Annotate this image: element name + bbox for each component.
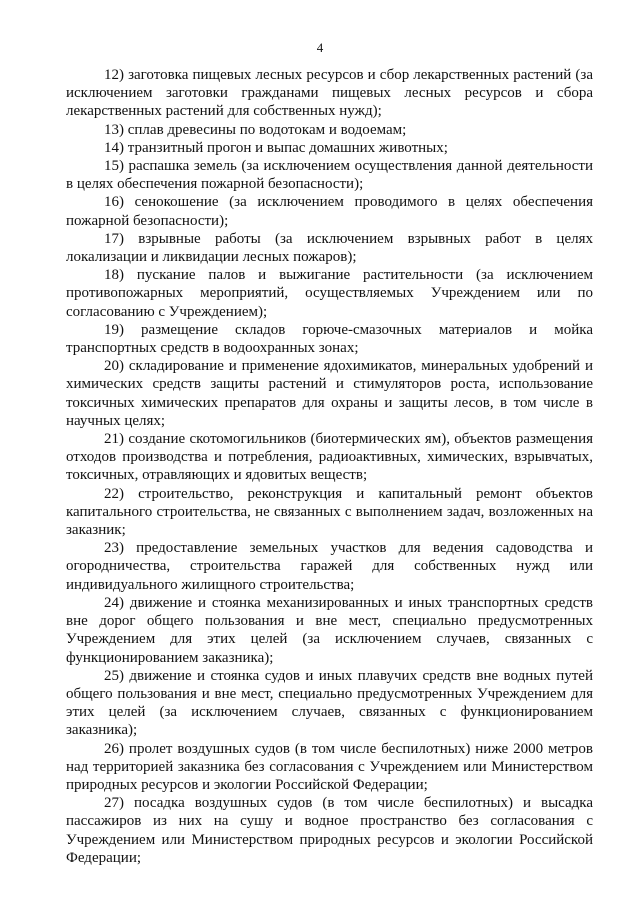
list-item: 21) создание скотомогильников (биотермических ям), объектов размещения отходов производства и потребления, радиоактивных, химических, взрывчатых, токсичных, отравляющих и ядовитых веществ; [66, 431, 593, 484]
list-item: 13) сплав древесины по водотокам и водоемам; [104, 121, 407, 138]
list-item: 25) движение и стоянка судов и иных плавучих средств вне водных путей общего пользования и вне мест, специально предусмотренных Учреждением для этих целей (за исключением случаев, связанных с функционированием заказника); [66, 667, 593, 739]
list-item: 16) сенокошение (за исключением проводимого в целях обеспечения пожарной безопасности); [66, 194, 593, 229]
list-item: 17) взрывные работы (за исключением взрывных работ в целях локализации и ликвидации лесных пожаров); [66, 230, 593, 266]
page-number: 4 [316, 40, 324, 55]
list-item: 15) распашка земель (за исключением осуществления данной деятельности в целях обеспечения пожарной безопасности); [66, 158, 593, 193]
list-item: 22) строительство, реконструкция и капитальный ремонт объектов капитального строительства, не связанных с выполнением задач, возложенных на заказник; [66, 485, 593, 539]
list-item: 26) пролет воздушных судов (в том числе беспилотных) ниже 2000 метров над территорией заказника без согласования с Учреждением или Министерством природных ресурсов и экологии Российской Федерации; [66, 740, 593, 793]
list-item: 20) складирование и применение ядохимикатов, минеральных удобрений и химических средств защиты растений и стимуляторов роста, использование токсичных химических препаратов для охраны и защиты лесов, в том числе в научных целях; [66, 358, 593, 429]
list-item: 23) предоставление земельных участков для ведения садоводства и огородничества, строительства гаражей для собственных нужд или индивидуального жилищного строительства; [66, 540, 593, 593]
list-item: 18) пускание палов и выжигание растительности (за исключением противопожарных мероприятий, осуществляемых Учреждением или по согласованию с Учреждением); [66, 267, 593, 320]
list-item: 24) движение и стоянка механизированных и иных транспортных средств вне дорог общего пользования и вне мест, специально предусмотренных Учреждением для этих целей (за исключением случаев, связанных с функционированием заказника); [66, 594, 593, 666]
document-body [66, 66, 593, 867]
list-item: 14) транзитный прогон и выпас домашних животных; [104, 139, 448, 156]
list-item: 12) заготовка пищевых лесных ресурсов и сбор лекарственных растений (за исключением заготовки гражданами пищевых лесных ресурсов и сбора лекарственных растений для собственных нужд); [66, 67, 593, 120]
list-item: 27) посадка воздушных судов (в том числе беспилотных) и высадка пассажиров из них на сушу и водное пространство без согласования с Учреждением или Министерством природных ресурсов и экологии Российской Федерации; [66, 795, 593, 866]
list-item: 19) размещение складов горюче-смазочных материалов и мойка транспортных средств в водоохранных зонах; [66, 321, 593, 357]
